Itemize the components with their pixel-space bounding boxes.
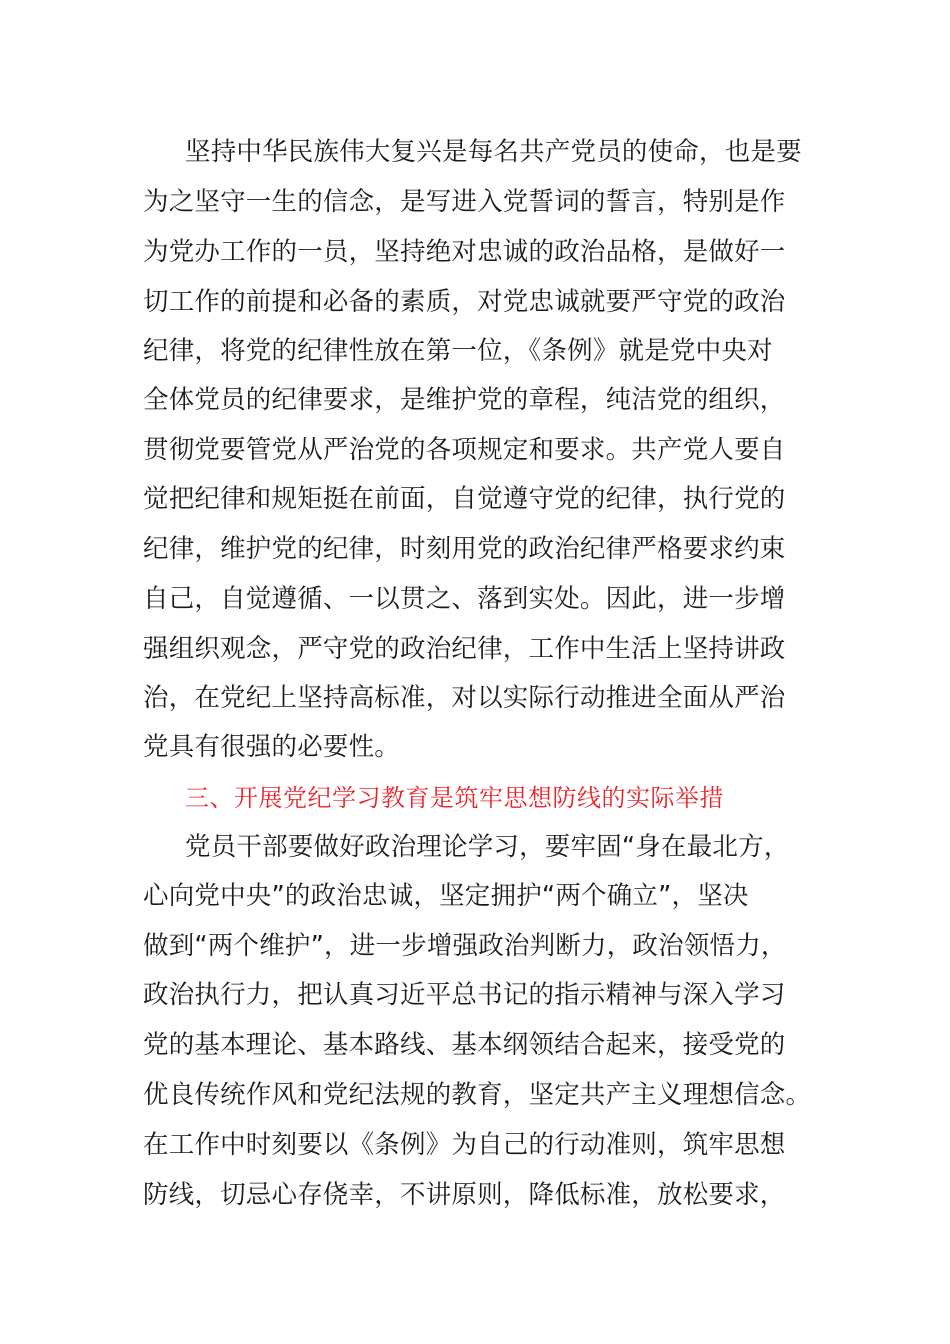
paragraph-2-line: 在工作中时刻要以《条例》为自己的行动准则，筑牢思想 [143,1130,786,1160]
paragraph-1-line: 纪律，维护党的纪律，时刻用党的政治纪律严格要求约束 [143,534,786,564]
paragraph-1-line: 觉把纪律和规矩挺在前面，自觉遵守党的纪律，执行党的 [143,484,786,514]
paragraph-2-line: 党的基本理论、基本路线、基本纲领结合起来，接受党的 [143,1030,786,1060]
paragraph-1-line: 为之坚守一生的信念，是写进入党誓词的誓言，特别是作 [143,187,786,217]
paragraph-2-line: 党员干部要做好政治理论学习，要牢固“身在最北方， [185,832,790,862]
paragraph-2-line: 做到“两个维护”，进一步增强政治判断力，政治领悟力， [143,931,787,961]
section-heading: 三、开展党纪学习教育是筑牢思想防线的实际举措 [185,784,724,812]
paragraph-1-line: 纪律，将党的纪律性放在第一位，《条例》就是党中央对 [143,336,773,366]
paragraph-1-line: 强组织观念，严守党的政治纪律，工作中生活上坚持讲政 [143,634,786,664]
paragraph-2-line: 政治执行力，把认真习近平总书记的指示精神与深入学习 [143,980,786,1010]
paragraph-2-line: 防线，切忌心存侥幸，不讲原则，降低标准，放松要求， [143,1180,786,1210]
paragraph-1-line: 贯彻党要管党从严治党的各项规定和要求。共产党人要自 [143,435,786,465]
paragraph-1-line: 切工作的前提和必备的素质，对党忠诚就要严守党的政治 [143,287,786,317]
paragraph-1-line: 为党办工作的一员，坚持绝对忠诚的政治品格，是做好一 [143,237,786,267]
paragraph-1-line: 坚持中华民族伟大复兴是每名共产党员的使命，也是要 [185,137,802,167]
paragraph-2-line: 心向党中央”的政治忠诚，坚定拥护“两个确立”，坚决 [143,881,749,911]
paragraph-1-line: 自己，自觉遵循、一以贯之、落到实处。因此，进一步增 [143,584,786,614]
paragraph-1-line: 党具有很强的必要性。 [143,732,401,762]
paragraph-1-line: 治，在党纪上坚持高标准，对以实际行动推进全面从严治 [143,683,786,713]
paragraph-2-line: 优良传统作风和党纪法规的教育，坚定共产主义理想信念。 [143,1080,812,1110]
paragraph-1-line: 全体党员的纪律要求，是维护党的章程，纯洁党的组织， [143,385,786,415]
